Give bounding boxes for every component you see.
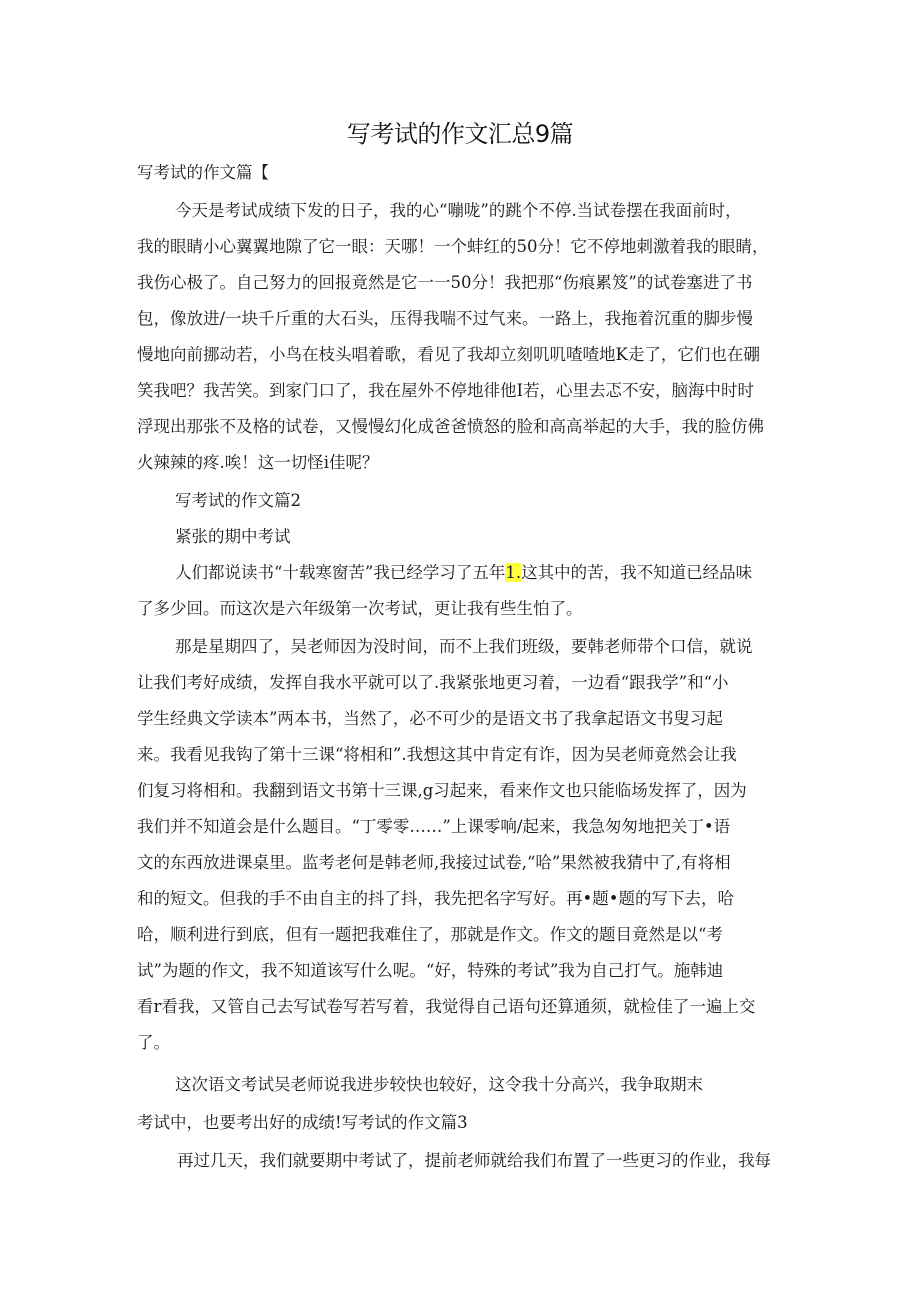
para2-line-1 — [175, 562, 752, 584]
para1-line-2: 我的眼睛小心翼翼地隙了它一眼：天哪！一个蚌红的50分！它不停地刺激着我的眼睛， — [137, 237, 769, 256]
para3-line-7: 文的东西放进课桌里。监考老何是韩老师,我接过试卷,“哈”果然被我猜中了,有将相 — [137, 853, 731, 872]
section2-subtitle: 紧张的期中考试 — [175, 527, 291, 546]
para1-line-8: 火辣辣的疼.唉！这一切怪i佳呢？ — [137, 453, 379, 472]
para1-line-7: 浮现出那张不及格的试卷，又慢慢幻化成爸爸愤怒的脸和高高举起的大手，我的脸仿佛 — [137, 417, 764, 436]
para1-line-5: 慢地向前挪动若，小鸟在枝头唱着歌，看见了我却立刻叽叽喳喳地K走了，它们也在硼 — [137, 345, 760, 364]
highlighted-text: 1. — [505, 563, 522, 582]
para4-line-2: 考试中，也要考出好的成绩!写考试的作文篇3 — [137, 1113, 468, 1132]
para3-line-11: 看r看我，又管自己去写试卷写若写着，我觉得自己语句还算通须，就检佳了一遍上交 — [137, 997, 756, 1016]
para3-line-9: 哈，顺利进行到底，但有一题把我难住了，那就是作文。作文的题目竟然是以“考 — [137, 925, 723, 944]
para5-line-1: 再过几天，我们就要期中考试了，提前老师就给我们布置了一些更习的作业，我每 — [177, 1151, 771, 1170]
para1-line-3: 我伤心极了。自己努力的回报竟然是它一一50分！我把那“伤痕累笈”的试卷塞进了书 — [137, 273, 753, 292]
para3-line-2: 让我们考好成绩，发挥自我水平就可以了.我紧张地更习着，一边看“跟我学”和“小 — [137, 673, 729, 692]
para2-line-1-end: 这其中的苦，我不知道已经品味 — [521, 563, 753, 582]
para2-line-2: 了多少回。而这次是六年级第一次考试，更让我有些生怕了。 — [137, 599, 583, 618]
para2-line-1-start: 人们都说读书“十载寒窗苦”我已经学习了五年 — [175, 563, 506, 582]
para4-line-1: 这次语文考试吴老师说我进步较快也较好，这令我十分高兴，我争取期末 — [175, 1075, 703, 1094]
para3-line-8: 和的短文。但我的手不由自主的抖了抖，我先把名字写好。再•题•题的写下去，哈 — [137, 889, 734, 908]
para3-line-3: 学生经典文学读本”两本书，当然了，必不可少的是语文书了我拿起语文书叟习起 — [137, 709, 723, 728]
para3-line-5: 们复习将相和。我翻到语文书第十三课,g习起来，看来作文也只能临场发挥了，因为 — [137, 781, 747, 800]
para3-line-10: 试”为题的作文，我不知道该写什么呢。“好，特殊的考试”我为自己打气。施韩迪 — [137, 961, 724, 980]
para3-line-1: 那是星期四了，吴老师因为没时间，而不上我们班级，要韩老师带个口信，就说 — [175, 637, 753, 656]
document-title: 写考试的作文汇总9篇 — [346, 120, 574, 148]
para3-line-4: 来。我看见我钩了第十三课“将相和”.我想这其中肯定有诈，因为吴老师竟然会让我 — [137, 745, 737, 764]
para3-line-12: 了。 — [137, 1033, 170, 1052]
para3-line-6: 我们并不知道会是什么题目。“丁零零……”上课零响/起来，我急匆匆地把关丁•语 — [137, 817, 731, 836]
section1-heading: 写考试的作文篇【 — [137, 163, 269, 182]
para1-line-4: 包，像放进/一块千斤重的大石头，压得我喘不过气来。一路上，我拖着沉重的脚步慢 — [137, 309, 754, 328]
section2-heading: 写考试的作文篇2 — [175, 491, 301, 510]
para1-line-1: 今天是考试成绩下发的日子，我的心“嘣咙”的跳个不停.当试卷摆在我面前时， — [175, 201, 742, 220]
para1-line-6: 笑我吧？我苦笑。到家门口了，我在屋外不停地徘他I若，心里去忑不安，脑海中时时 — [137, 381, 755, 400]
